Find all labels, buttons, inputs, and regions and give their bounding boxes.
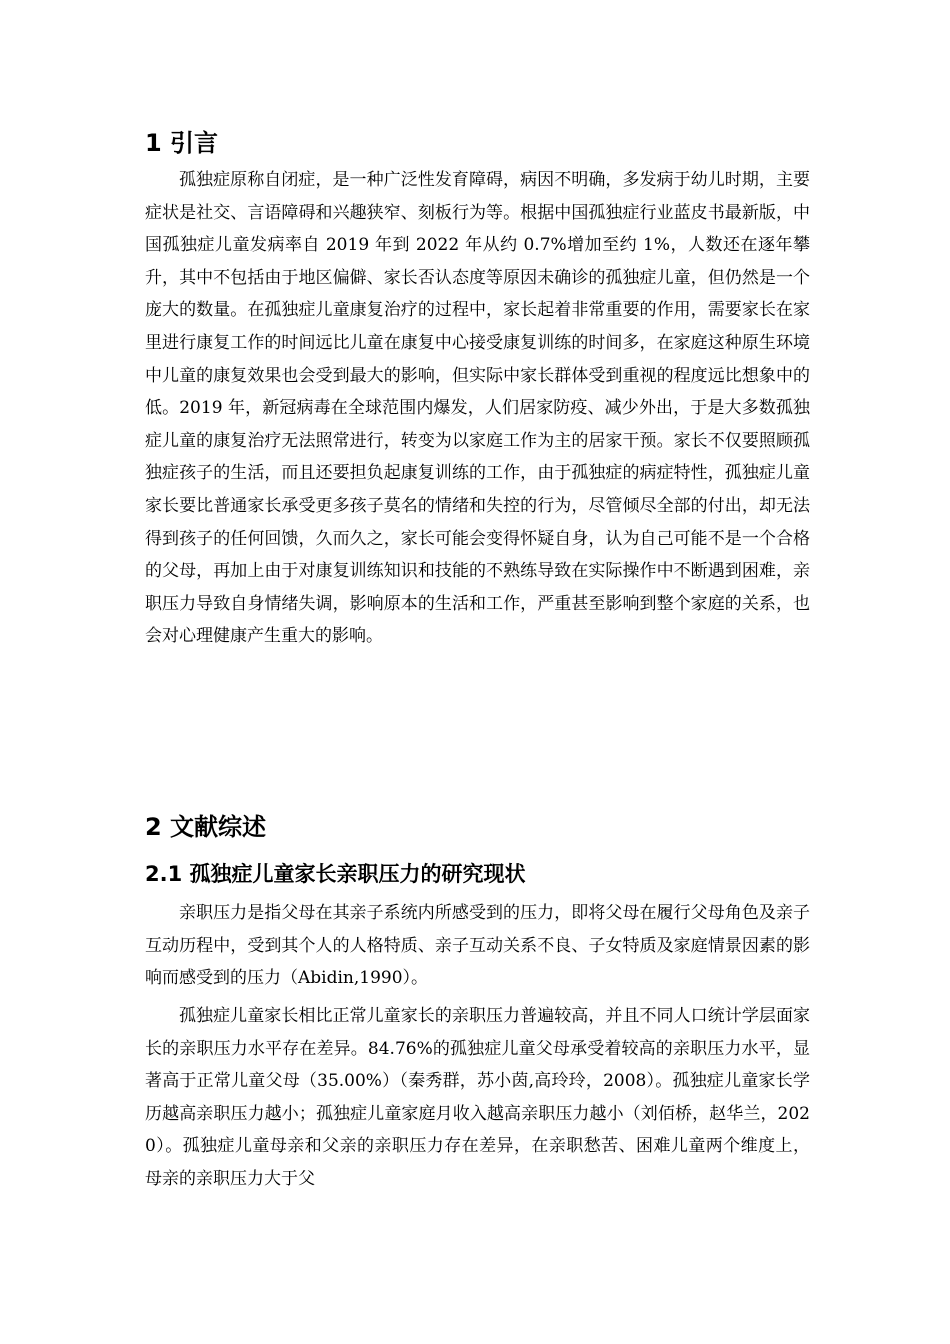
section-heading-introduction: 1 引言 xyxy=(145,129,219,157)
subsection-heading-2-1: 2.1 孤独症儿童家长亲职压力的研究现状 xyxy=(145,862,526,886)
paragraph-parenting-stress-definition: 亲职压力是指父母在其亲子系统内所感受到的压力，即将父母在履行父母角色及亲子互动历程中，受到其个人的人格特质、亲子互动关系不良、子女特质及家庭情景因素的影响而感受到的压力（Abidin,1990）。 xyxy=(145,903,810,989)
paragraph-parenting-stress-research: 孤独症儿童家长相比正常儿童家长的亲职压力普遍较高，并且不同人口统计学层面家长的亲职压力水平存在差异。84.76%的孤独症儿童父母承受着较高的亲职压力水平，显著高于正常儿童父母（35.00%）（秦秀群，苏小茵,高玲玲，2008）。孤独症儿童家长学历越高亲职压力越小；孤独症儿童家庭月收入越高亲职压力越小（刘佰桥，赵华兰，2020）。孤独症儿童母亲和父亲的亲职压力存在差异，在亲职愁苦、困难儿童两个维度上，母亲的亲职压力大于父 xyxy=(145,1006,810,1189)
paragraph-introduction: 孤独症原称自闭症，是一种广泛性发育障碍，病因不明确，多发病于幼儿时期，主要症状是社交、言语障碍和兴趣狭窄、刻板行为等。根据中国孤独症行业蓝皮书最新版，中国孤独症儿童发病率自 2019 年到 2022 年从约 0.7%增加至约 1%，人数还在逐年攀升，其中不包括由于地区偏僻、家长否认态度等原因未确诊的孤独症儿童，但仍然是一个庞大的数量。在孤独症儿童康复治疗的过程中，家长起着非常重要的作用，需要家长在家里进行康复工作的时间远比儿童在康复中心接受康复训练的时间多，在家庭这种原生环境中儿童的康复效果也会受到最大的影响，但实际中家长群体受到重视的程度远比想象中的低。2019 年，新冠病毒在全球范围内爆发，人们居家防疫、减少外出，于是大多数孤独症儿童的康复治疗无法照常进行，转变为以家庭工作为主的居家干预。家长不仅要照顾孤独症孩子的生活，而且还要担负起康复训练的工作，由于孤独症的病症特性，孤独症儿童家长要比普通家长承受更多孩子莫名的情绪和失控的行为，尽管倾尽全部的付出，却无法得到孩子的任何回馈，久而久之，家长可能会变得怀疑自身，认为自己可能不是一个合格的父母，再加上由于对康复训练知识和技能的不熟练导致在实际操作中不断遇到困难，亲职压力导致自身情绪失调，影响原本的生活和工作，严重甚至影响到整个家庭的关系，也会对心理健康产生重大的影响。 xyxy=(145,170,810,647)
section-heading-literature-review: 2 文献综述 xyxy=(145,813,267,841)
